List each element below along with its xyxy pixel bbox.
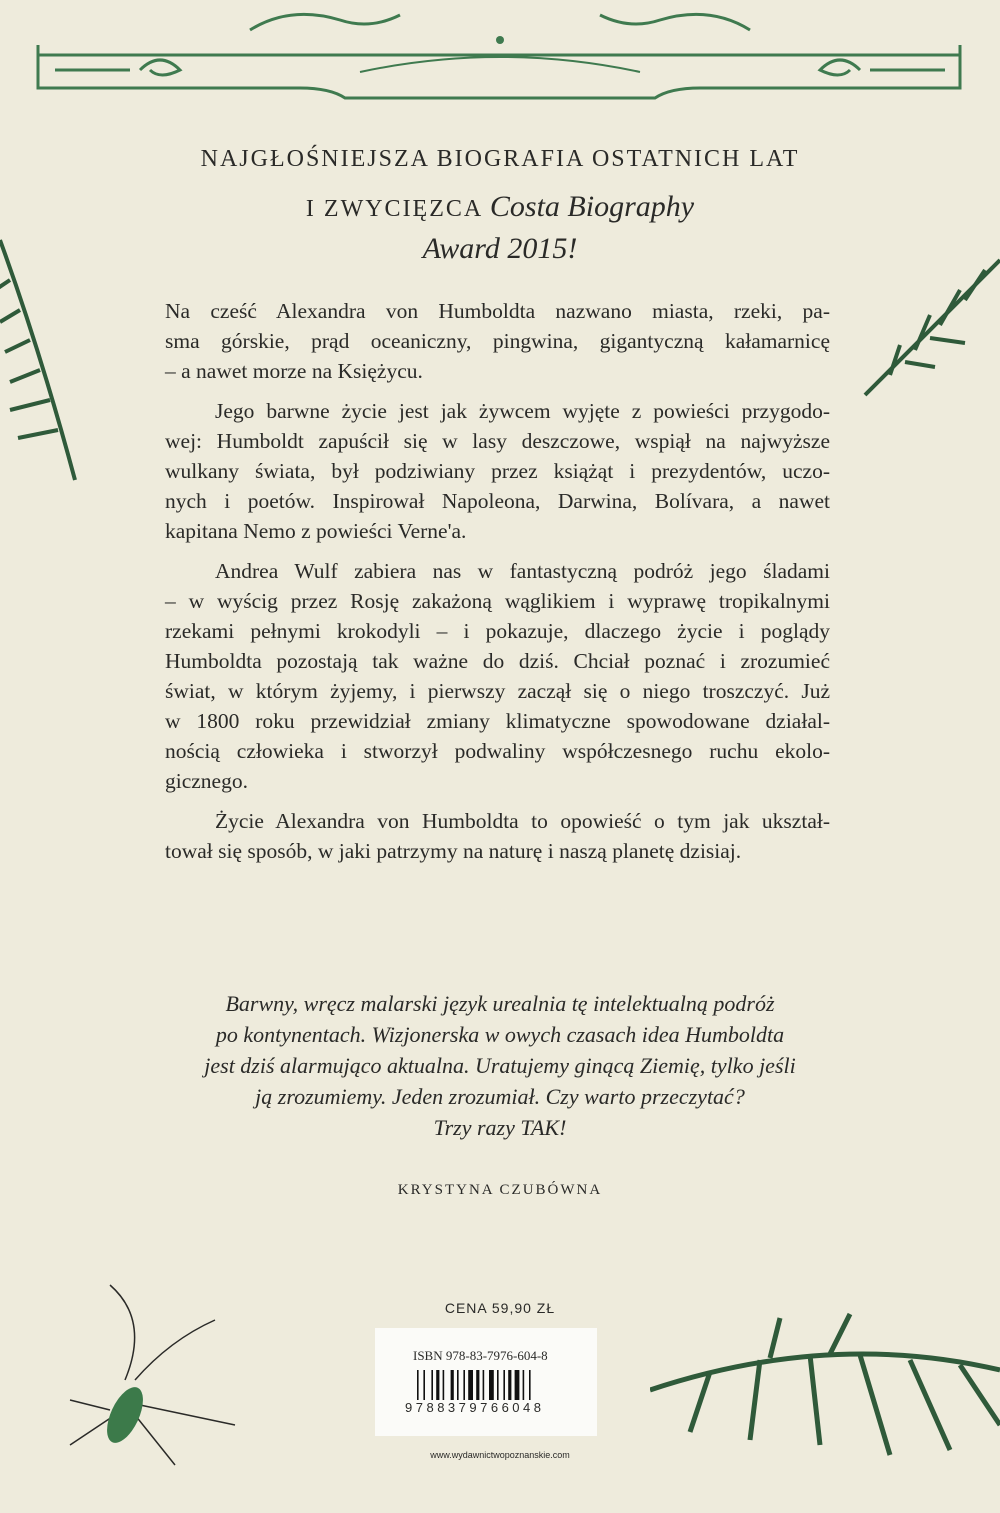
ean-digits: 9788379766048	[405, 1400, 545, 1415]
price: CENA 59,90 ZŁ	[444, 1300, 556, 1316]
text-line: tował się sposób, w jaki patrzymy na naturę i naszą planetę dzisiaj.	[165, 839, 742, 863]
book-description	[165, 296, 830, 876]
description-paragraph	[165, 556, 830, 796]
text-line: Na cześć Alexandra von Humboldta nazwano miasta, rzeki, pa-	[165, 299, 830, 323]
text-line: wej: Humboldt zapuścił się w lasy deszczowe, wspiął na najwyższe	[165, 429, 830, 453]
quote-line: po kontynentach. Wizjonerska w owych czasach idea Humboldta	[215, 1022, 785, 1047]
text-line: wulkany świata, był podziwiany przez książąt i prezydentów, uczo-	[165, 459, 830, 483]
palm-leaf-left-illustration	[0, 230, 80, 490]
quote-author: KRYSTYNA CZUBÓWNA	[397, 1182, 603, 1198]
review-quote	[150, 988, 850, 1143]
exclamation: !	[567, 232, 578, 265]
text-line: gicznego.	[165, 769, 248, 793]
description-paragraph	[165, 296, 830, 386]
isbn-text: ISBN 978-83-7976-604-8	[413, 1348, 548, 1363]
text-line: Humboldta pozostają tak ważne do dziś. Chciał poznać i zrozumieć	[165, 649, 830, 673]
text-line: Jego barwne życie jest jak żywcem wyjęte z powieści przygodo-	[215, 399, 830, 423]
text-line: rzekami pełnymi krokodyli – i pokazuje, dlaczego życie i poglądy	[165, 619, 830, 643]
award-line	[0, 190, 1000, 224]
publisher-url: www.wydawnictwopoznanskie.com	[430, 1450, 570, 1460]
quote-line: ją zrozumiemy. Jeden zrozumiał. Czy warto przeczytać?	[255, 1084, 745, 1109]
text-line: w 1800 roku przewidział zmiany klimatyczne spowodowane działal-	[165, 709, 830, 733]
text-line: sma górskie, prąd oceaniczny, pingwina, gigantyczną kałamarnicę	[165, 329, 830, 353]
headline: NAJGŁOŚNIEJSZA BIOGRAFIA OSTATNICH LAT	[200, 146, 800, 172]
quote-line: Barwny, wręcz malarski język urealnia tę intelektualną podróż	[225, 991, 775, 1016]
description-paragraph	[165, 806, 830, 866]
palm-leaf-right-illustration	[860, 250, 1000, 400]
quote-line: jest dziś alarmująco aktualna. Uratujemy ginącą Ziemię, tylko jeśli	[204, 1053, 796, 1078]
ornamental-header-frame	[0, 0, 1000, 110]
text-line: – a nawet morze na Księżycu.	[165, 359, 423, 383]
description-paragraph	[165, 396, 830, 546]
text-line: nością człowieka i stworzył podwaliny współczesnego ruchu ekolo-	[165, 739, 830, 763]
quote-line: Trzy razy TAK!	[433, 1115, 567, 1140]
barcode-label	[375, 1328, 597, 1436]
text-line: Życie Alexandra von Humboldta to opowieść o tym jak ukształ-	[215, 809, 830, 833]
text-line: – w wyścig przez Rosję zakażoną wąglikiem i wyprawę tropikalnymi	[165, 589, 830, 613]
text-line: nych i poetów. Inspirował Napoleona, Darwina, Bolívara, a nawet	[165, 489, 830, 513]
award-name: Costa Biography	[489, 190, 695, 223]
text-line: Andrea Wulf zabiera nas w fantastyczną podróż jego śladami	[215, 559, 830, 583]
award-year-line	[0, 232, 1000, 266]
text-line: kapitana Nemo z powieści Verne'a.	[165, 519, 467, 543]
award-year: Award 2015	[422, 232, 568, 265]
palm-leaf-bottom-right-illustration	[650, 1310, 1000, 1513]
text-line: świat, w którym żyjemy, i pierwszy zaczął się o niego troszczyć. Już	[165, 679, 830, 703]
award-caps: I ZWYCIĘZCA	[305, 196, 482, 222]
